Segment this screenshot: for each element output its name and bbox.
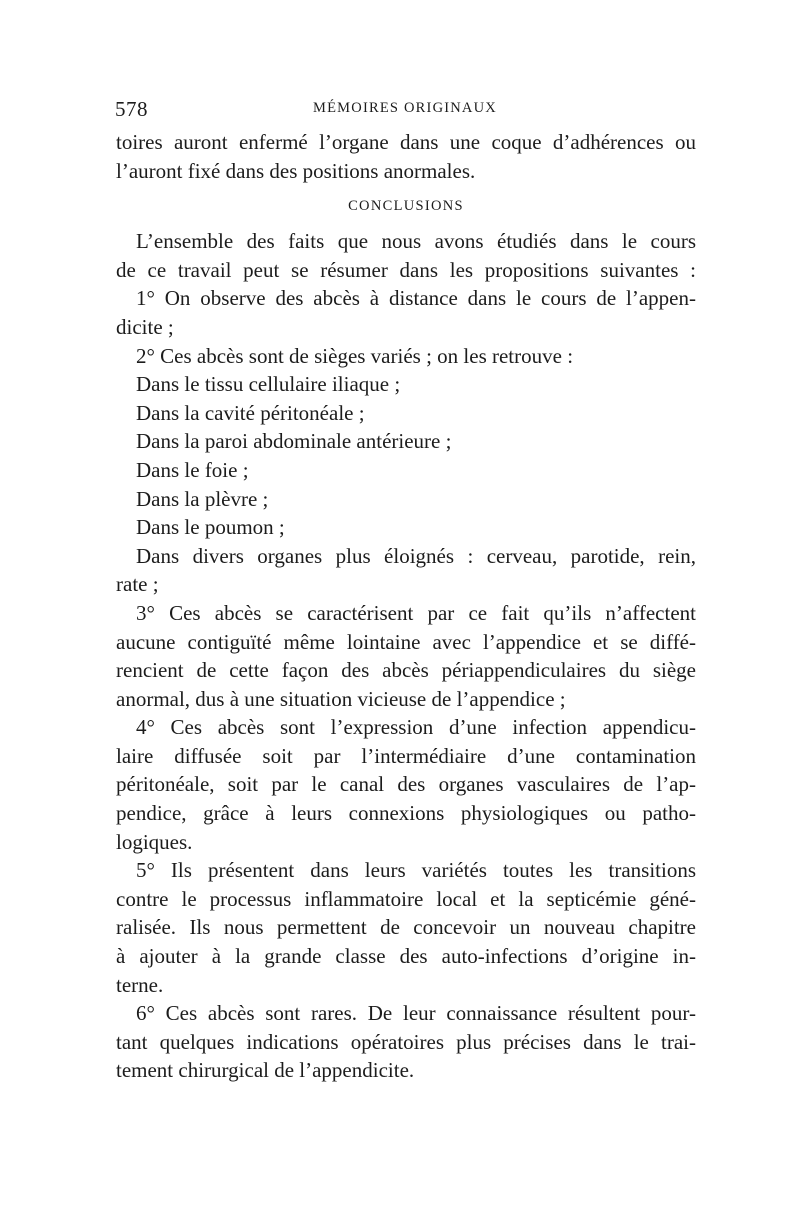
text-line: l’auront fixé dans des positions anormales.: [116, 158, 476, 183]
text-line: 3° Ces abcès se caractérisent par ce fait qu’ils n’affectent: [136, 600, 696, 625]
text-line: tement chirurgical de l’appendicite.: [116, 1058, 415, 1083]
text-line: Dans la paroi abdominale antérieure ;: [136, 429, 452, 454]
text-line: à ajouter à la grande classe des auto-infections d’origine in-: [116, 944, 696, 969]
text-line: 2° Ces abcès sont de sièges variés ; on les retrouve :: [136, 343, 574, 368]
text-line: contre le processus inflammatoire local et la septicémie géné-: [116, 886, 696, 911]
text-line: Dans la cavité péritonéale ;: [136, 400, 365, 425]
text-line: rencient de cette façon des abcès périappendiculaires du siège: [116, 658, 696, 683]
text-line: dicite ;: [116, 314, 174, 339]
text-line: rate ;: [116, 572, 159, 597]
text-line: Dans le foie ;: [136, 457, 249, 482]
text-line: Dans le tissu cellulaire iliaque ;: [136, 372, 401, 397]
text-line: anormal, dus à une situation vicieuse de l’appendice ;: [116, 686, 566, 711]
page-number: 578: [115, 97, 148, 121]
running-title: MÉMOIRES ORIGINAUX: [313, 100, 497, 116]
text-line: ralisée. Ils nous permettent de concevoir un nouveau chapitre: [116, 915, 696, 940]
text-line: pendice, grâce à leurs connexions physiologiques ou patho-: [116, 801, 696, 826]
text-line: Dans divers organes plus éloignés : cerveau, parotide, rein,: [136, 543, 696, 568]
body-text: [116, 128, 696, 1085]
text-line: 5° Ils présentent dans leurs variétés toutes les transitions: [136, 858, 696, 883]
text-line: aucune contiguïté même lointaine avec l’appendice et se diffé-: [116, 629, 696, 654]
text-line: Dans le poumon ;: [136, 515, 285, 540]
text-line: 1° On observe des abcès à distance dans le cours de l’appen-: [136, 286, 696, 311]
text-line: de ce travail peut se résumer dans les propositions suivantes :: [116, 257, 696, 282]
text-line: laire diffusée soit par l’intermédiaire d’une contamination: [116, 743, 696, 768]
text-line: 6° Ces abcès sont rares. De leur connaissance résultent pour-: [136, 1001, 696, 1026]
text-line: logiques.: [116, 829, 193, 854]
text-line: toires auront enfermé l’organe dans une coque d’adhérences ou: [116, 130, 696, 154]
section-heading-conclusions: CONCLUSIONS: [348, 198, 464, 215]
text-line: terne.: [116, 972, 164, 997]
text-line: 4° Ces abcès sont l’expression d’une infection appendicu-: [136, 715, 696, 740]
text-line: péritonéale, soit par le canal des organes vasculaires de l’ap-: [116, 772, 696, 797]
running-head: [115, 97, 695, 125]
text-line: tant quelques indications opératoires plus précises dans le trai-: [116, 1029, 696, 1054]
text-line: L’ensemble des faits que nous avons étudiés dans le cours: [136, 229, 696, 254]
text-line: Dans la plèvre ;: [136, 486, 269, 511]
